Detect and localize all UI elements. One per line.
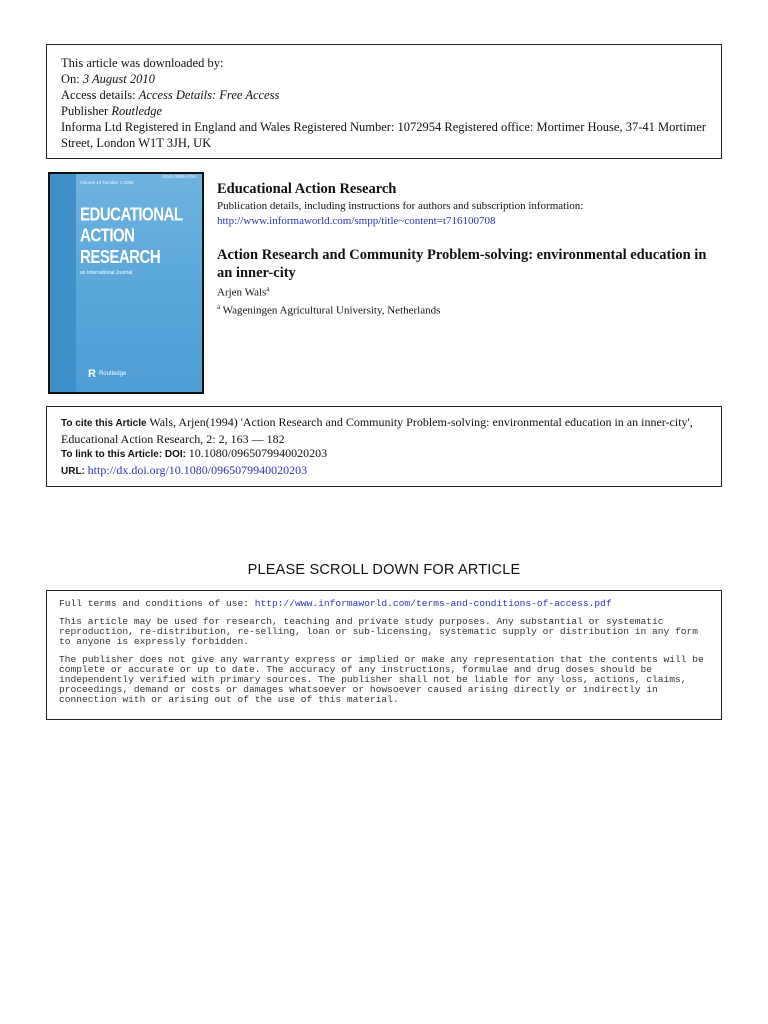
url-line	[61, 463, 707, 480]
author-name: Arjen Wals	[217, 286, 267, 299]
terms-label: Full terms and conditions of use:	[59, 598, 255, 609]
journal-url-link[interactable]: http://www.informaworld.com/smpp/title~content=t716100708	[217, 215, 496, 227]
cover-title-line3: RESEARCH	[80, 246, 161, 268]
download-heading: This article was downloaded by:	[61, 56, 224, 70]
terms-line	[59, 599, 709, 609]
access-details-value: Access Details: Free Access	[138, 88, 280, 102]
routledge-logo	[88, 368, 126, 380]
access-details-label: Access details:	[61, 88, 139, 102]
author-affiliation-mark: a	[266, 285, 270, 293]
publisher-value: Routledge	[111, 104, 163, 118]
cite-text: Wals, Arjen(1994) 'Action Research and Community Problem-solving: environmental education in an inner-city', Educational Action Research, 2: 2, 163 — 182	[61, 415, 693, 446]
affiliation-text: Wageningen Agricultural University, Netherlands	[220, 304, 441, 317]
affiliation-mark: a	[217, 302, 221, 311]
doi-line	[61, 446, 707, 463]
registered-office: Informa Ltd Registered in England and Wales Registered Number: 1072954 Registered office: Mortimer House, 37-41 Mortimer Street, London W1T 3JH, UK	[61, 120, 706, 150]
routledge-logo-icon: R	[88, 368, 96, 380]
routledge-logo-text: Routledge	[98, 371, 127, 377]
cover-subtitle: an International Journal	[80, 270, 133, 276]
author-affiliation	[217, 301, 717, 318]
download-info-box	[46, 44, 722, 159]
article-author	[217, 283, 717, 300]
cover-volume-info: Volume 14 Number 1 2006	[80, 180, 134, 185]
journal-block	[217, 180, 717, 317]
scroll-down-notice: PLEASE SCROLL DOWN FOR ARTICLE	[247, 562, 521, 578]
cover-title-line1: EDUCATIONAL	[80, 204, 183, 226]
article-title: Action Research and Community Problem-solving: environmental education in an inner-city	[217, 247, 707, 281]
url-label: URL:	[61, 465, 88, 477]
cover-title-line2: ACTION	[80, 225, 135, 247]
terms-disclaimer-paragraph: The publisher does not give any warranty express or implied or make any representation that the contents will be complete or accurate or up to date. The accuracy of any instructions, formulae and drug doses should be independently verified with primary sources. The publisher shall not be liable for any loss, actions, claims, proceedings, demand or costs or damages whatsoever or howsoever caused arising directly or indirectly in connection with or arising out of the use of this material.	[59, 654, 704, 705]
download-date-label: On:	[61, 72, 83, 86]
download-date	[61, 71, 707, 87]
journal-cover-image	[48, 172, 204, 394]
citation-box	[46, 406, 722, 487]
cite-label: To cite this Article	[61, 418, 147, 429]
terms-box	[46, 590, 722, 720]
access-details	[61, 87, 707, 103]
cover-panel	[50, 174, 202, 392]
doi-label: To link to this Article: DOI:	[61, 449, 189, 460]
download-date-value: 3 August 2010	[82, 72, 155, 86]
publisher-label: Publisher	[61, 104, 112, 118]
publisher	[61, 103, 707, 119]
journal-title: Educational Action Research	[217, 181, 397, 197]
cover-issn: ISSN 0965-0792	[162, 174, 196, 179]
terms-usage-paragraph: This article may be used for research, teaching and private study purposes. Any substantial or systematic reproduction, re-distribution, re-selling, loan or sub-licensing, systematic supply or distribution in any form to anyone is expressly forbidden.	[59, 616, 699, 647]
publication-details: Publication details, including instructions for authors and subscription information:	[217, 200, 584, 212]
doi-url-link[interactable]: http://dx.doi.org/10.1080/0965079940020203	[87, 462, 308, 477]
cover-title	[80, 204, 196, 268]
citation	[61, 415, 707, 446]
doi-value: 10.1080/0965079940020203	[188, 446, 328, 460]
cover-side-strip	[50, 174, 76, 392]
terms-url-link[interactable]: http://www.informaworld.com/terms-and-conditions-of-access.pdf	[254, 598, 612, 609]
